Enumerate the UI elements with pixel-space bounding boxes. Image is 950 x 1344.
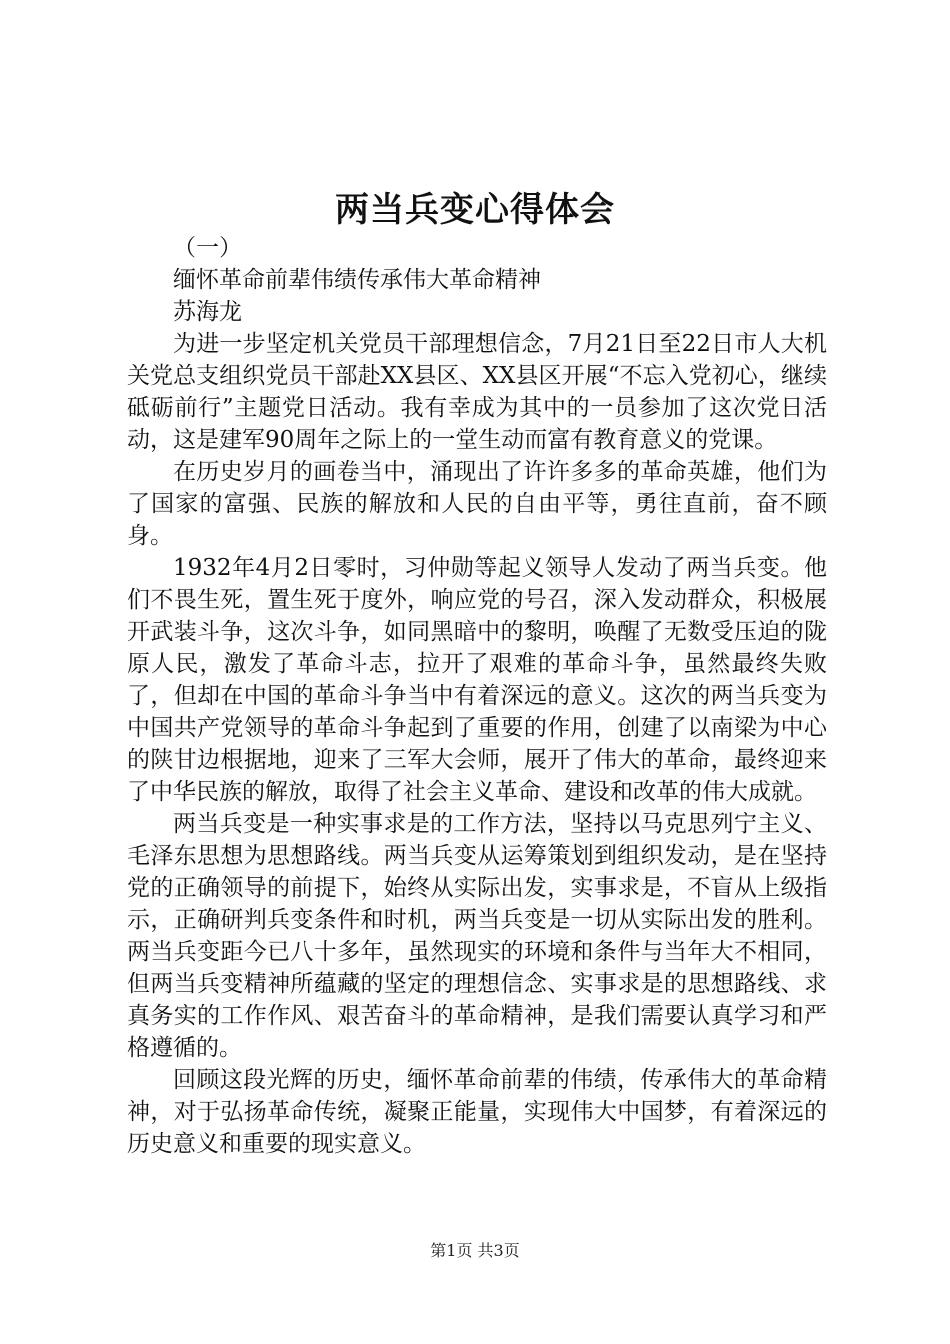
paragraph: 1932年4月2日零时，习仲勋等起义领导人发动了两当兵变。他们不畏生死，置生死于度外，响应党的号召，深入发动群众，积极展开武装斗争，这次斗争，如同黑暗中的黎明，唤醒了无数受压迫的陇原人民，激发了革命斗志，拉开了艰难的革命斗争，虽然最终失败了，但却在中国的革命斗争当中有着深远的意义。这次的两当兵变为中国共产党领导的革命斗争起到了重要的作用，创建了以南梁为中心的陕甘边根据地，迎来了三军大会师，展开了伟大的革命，最终迎来了中华民族的解放，取得了社会主义革命、建设和改革的伟大成就。	[127, 555, 827, 805]
page-footer: 第1页 共3页	[430, 1241, 520, 1260]
document-body	[127, 232, 827, 1160]
paragraph: 回顾这段光辉的历史，缅怀革命前辈的伟绩，传承伟大的革命精神，对于弘扬革命传统，凝聚正能量，实现伟大中国梦，有着深远的历史意义和重要的现实意义。	[127, 1067, 827, 1157]
paragraph: 两当兵变是一种实事求是的工作方法，坚持以马克思列宁主义、毛泽东思想为思想路线。两当兵变从运筹策划到组织发动，是在坚持党的正确领导的前提下，始终从实际出发，实事求是，不盲从上级指示，正确研判兵变条件和时机，两当兵变是一切从实际出发的胜利。两当兵变距今已八十多年，虽然现实的环境和条件与当年大不相同，但两当兵变精神所蕴藏的坚定的理想信念、实事求是的思想路线、求真务实的工作作风、艰苦奋斗的革命精神，是我们需要认真学习和严格遵循的。	[127, 811, 827, 1061]
document-subtitle: 缅怀革命前辈伟绩传承伟大革命精神	[173, 267, 541, 293]
paragraph: 在历史岁月的画卷当中，涌现出了许许多多的革命英雄，他们为了国家的富强、民族的解放和人民的自由平等，勇往直前，奋不顾身。	[127, 459, 827, 549]
document-title: 两当兵变心得体会	[335, 190, 615, 230]
section-marker: （一）	[173, 235, 242, 261]
author-name: 苏海龙	[173, 299, 242, 325]
paragraph: 为进一步坚定机关党员干部理想信念，7月21日至22日市人大机关党总支组织党员干部赴XX县区、XX县区开展“不忘入党初心，继续砥砺前行”主题党日活动。我有幸成为其中的一员参加了这次党日活动，这是建军90周年之际上的一堂生动而富有教育意义的党课。	[127, 331, 827, 453]
